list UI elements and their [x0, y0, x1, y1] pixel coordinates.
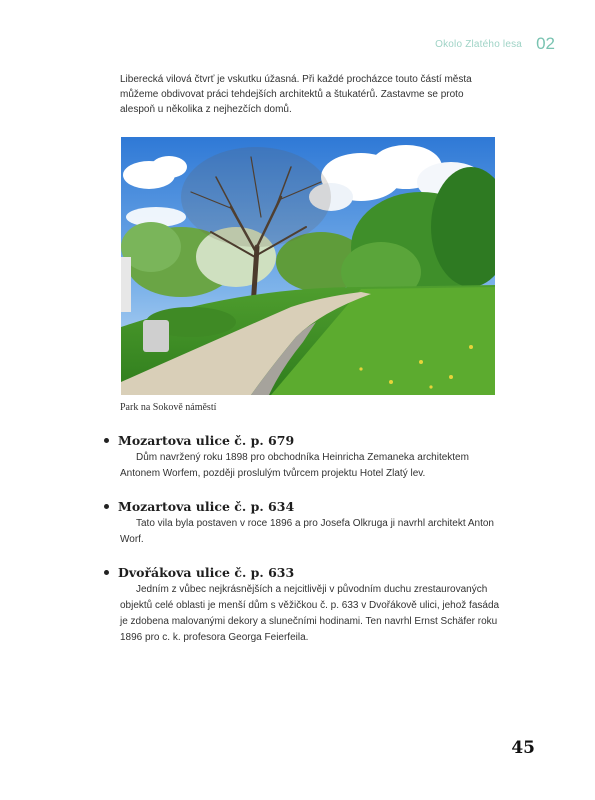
section-body: Dům navržený roku 1898 pro obchodníka Heinricha Zemaneka architektem Antonem Worfem, později proslulým tvůrcem projektu Hotel Zlatý lev.	[120, 452, 469, 479]
bullet-icon	[104, 438, 109, 443]
list-item	[104, 430, 504, 482]
bullet-icon	[104, 570, 109, 575]
section-body: Tato vila byla postaven v roce 1896 a pro Josefa Olkruga ji navrhl architekt Anton Worf.	[120, 518, 494, 545]
section-body: Jedním z vůbec nejkrásnějších a nejcitlivěji v původním duchu zrestaurovaných objektů celé oblasti je menší dům s věžičkou č. p. 633 v Dvořákově ulici, jehož fasáda je zdobena malovanými dekory a slunečními hodinami. Ten navrhl Ernst Schäfer roku 1896 pro c. k. profesora Georga Feierfeila.	[120, 584, 500, 643]
section-heading	[104, 496, 504, 516]
section-heading	[104, 430, 504, 450]
running-header-title: Okolo Zlatého lesa	[435, 38, 523, 50]
list-item	[104, 562, 504, 646]
intro-paragraph: Liberecká vilová čtvrť je vskutku úžasná. Při každé procházce touto částí města můžeme obdivovat práci tehdejších architektů a štukatérů. Zastavme se proto alespoň u několika z nejhezčích domů.	[120, 74, 472, 115]
list-item	[104, 496, 504, 548]
bullet-icon	[104, 504, 109, 509]
page-number: 45	[511, 738, 535, 758]
section-heading-text: Dvořákova ulice č. p. 633	[118, 564, 295, 580]
house-list	[104, 430, 504, 660]
park-photo	[121, 137, 495, 395]
section-heading	[104, 562, 504, 582]
section-heading-text: Mozartova ulice č. p. 679	[118, 432, 295, 448]
chapter-number: 02	[536, 34, 555, 53]
section-heading-text: Mozartova ulice č. p. 634	[118, 498, 295, 514]
running-header	[435, 34, 555, 54]
photo-caption: Park na Sokově náměstí	[120, 402, 217, 413]
